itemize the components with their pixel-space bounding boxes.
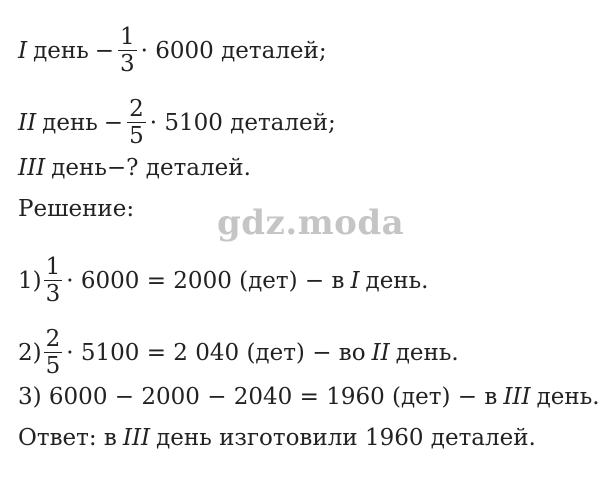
dash: − — [103, 109, 124, 136]
expression-rest: · 5100 = 2 040 (дет) − во — [66, 339, 366, 366]
answer-prefix: Ответ: в — [18, 425, 117, 451]
day-word: день — [33, 37, 89, 64]
tail-text: день. — [536, 384, 600, 410]
tail-text: день. — [365, 267, 429, 294]
roman-numeral: I — [350, 267, 360, 294]
watermark: gdz.moda — [217, 203, 405, 243]
day-word: день — [42, 109, 98, 136]
denominator: 5 — [129, 123, 144, 149]
given-day2 — [18, 96, 336, 149]
dash: − — [94, 37, 114, 64]
denominator: 5 — [45, 353, 61, 379]
expression-rest: · 5100 деталей; — [149, 109, 336, 136]
answer-text: день изготовили 1960 деталей. — [156, 425, 536, 451]
denominator: 3 — [120, 51, 135, 77]
numerator: 2 — [129, 96, 144, 122]
numerator: 1 — [45, 254, 61, 280]
numerator: 2 — [45, 326, 61, 352]
step-number: 1) — [18, 267, 42, 294]
fraction — [118, 24, 137, 77]
roman-numeral: III — [122, 425, 151, 451]
solution-step-3 — [18, 382, 600, 412]
expression-rest: · 6000 = 2000 (дет) − в — [66, 267, 345, 294]
roman-numeral: III — [18, 155, 46, 181]
step-number: 2) — [18, 339, 42, 366]
expression-rest: · 6000 деталей; — [140, 37, 327, 64]
given-day1 — [18, 24, 327, 77]
fraction — [44, 326, 63, 379]
fraction — [127, 96, 146, 149]
roman-numeral: II — [18, 109, 37, 136]
expression-rest: день−? деталей. — [51, 155, 251, 181]
solution-label-text: Решение: — [18, 196, 135, 222]
solution-label — [18, 194, 134, 224]
fraction — [44, 254, 63, 307]
roman-numeral: I — [18, 37, 28, 64]
roman-numeral: III — [503, 384, 531, 410]
numerator: 1 — [120, 24, 135, 50]
roman-numeral: II — [371, 339, 390, 366]
solution-step-2 — [18, 326, 459, 379]
denominator: 3 — [45, 281, 61, 307]
given-day3 — [18, 153, 251, 183]
expression: 3) 6000 − 2000 − 2040 = 1960 (дет) − в — [18, 384, 498, 410]
tail-text: день. — [395, 339, 459, 366]
solution-step-1 — [18, 254, 428, 307]
answer-line — [18, 423, 536, 453]
